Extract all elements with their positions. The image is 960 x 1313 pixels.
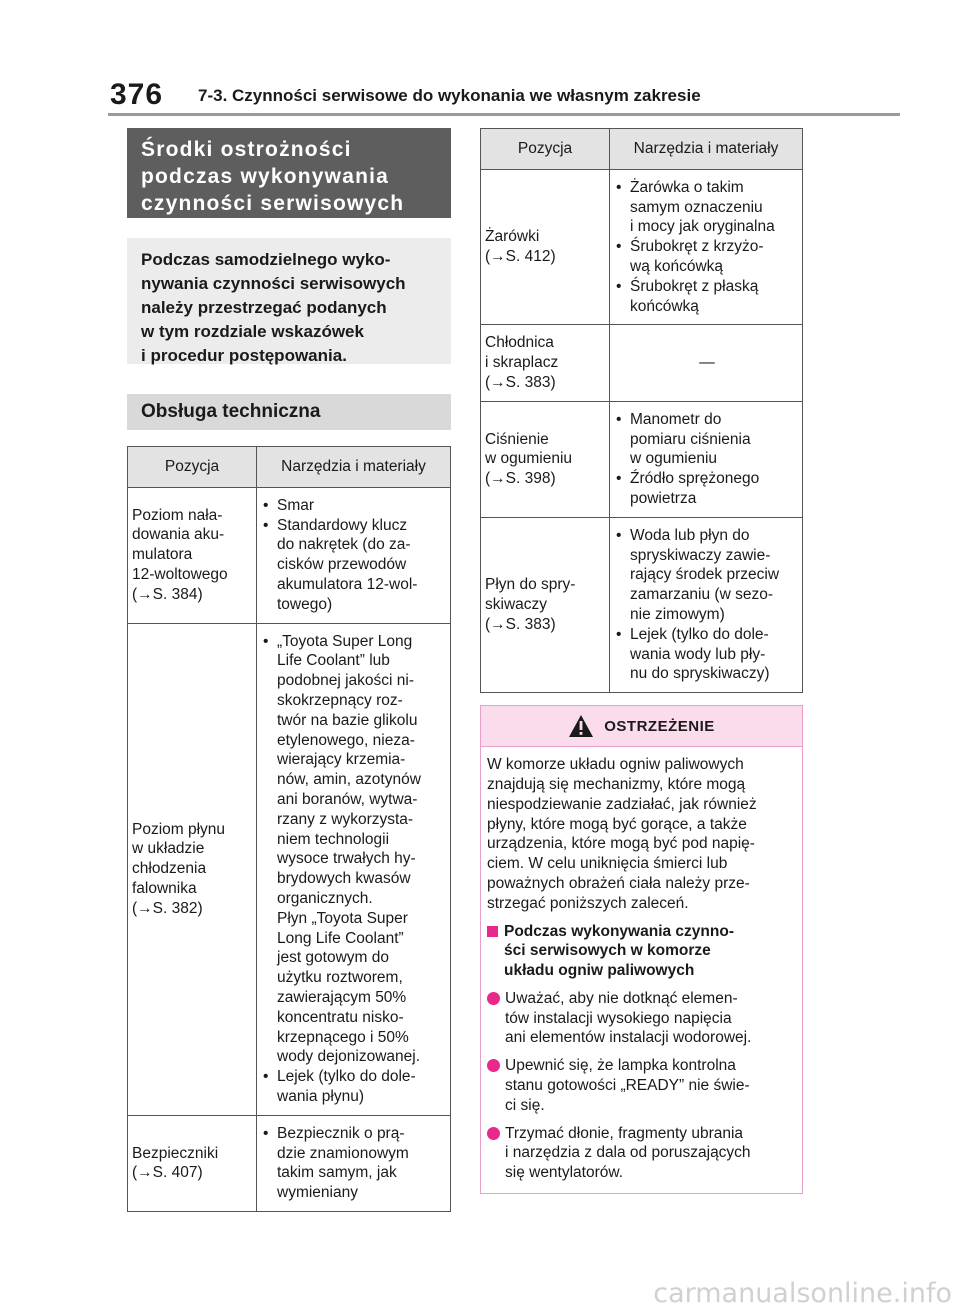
tools-cell-empty: — — [610, 325, 803, 401]
table-row — [481, 169, 803, 325]
position-cell — [128, 1115, 257, 1211]
page-number: 376 — [110, 78, 164, 111]
warning-subheading: Podczas wykonywania czynno- ści serwisowych w komorze układu ogniw paliwowych — [487, 922, 792, 981]
list-item: • Źródło sprężonego powietrza — [616, 470, 760, 507]
position-text: Poziom nała- dowania aku- mulatora 12-woltowego (→S. 384) — [132, 506, 228, 603]
list-item: • Woda lub płyn do spryskiwaczy zawie- rający środek przeciw zamarzaniu (w sezo- nie zimowym) — [616, 526, 780, 623]
warning-box — [480, 705, 803, 1194]
list-item: • Bezpiecznik o prą- dzie znamionowym takim samym, jak wymieniany — [263, 1124, 409, 1202]
tools-cell — [257, 487, 451, 623]
table-row — [128, 487, 451, 623]
position-text: Chłodnica i skraplacz (→S. 383) — [485, 334, 559, 391]
tools-cell — [610, 517, 803, 692]
list-item: • Lejek (tylko do dole- wania wody lub pły- nu do spryskiwaczy) — [616, 625, 770, 683]
list-item: • Żarówka o takim samym oznaczeniu i mocy jak oryginalna — [616, 178, 775, 236]
intro-text: Podczas samodzielnego wyko- nywania czynności serwisowych należy przestrzegać podanych w tym rozdziale wskazówek i procedur postępowania. — [141, 250, 406, 365]
list-item: • Lejek (tylko do dole- wania płynu) — [263, 1068, 416, 1105]
circle-bullet-icon — [487, 992, 500, 1005]
maintenance-heading: Obsługa techniczna — [127, 394, 451, 430]
warning-title: OSTRZEŻENIE — [604, 717, 715, 735]
list-item: Trzymać dłonie, fragmenty ubrania i narzędzia z dala od poruszających się wentylatorów. — [487, 1124, 792, 1183]
header-rule — [108, 113, 900, 116]
list-item: Upewnić się, że lampka kontrolna stanu gotowości „READY” nie świe- ci się. — [487, 1056, 792, 1115]
section-title — [127, 128, 451, 218]
col-header-position: Pozycja — [128, 447, 257, 488]
circle-bullet-icon — [487, 1059, 500, 1072]
position-cell — [128, 487, 257, 623]
page-header — [0, 0, 960, 120]
position-text: Żarówki (→S. 412) — [485, 228, 556, 266]
warning-body — [481, 747, 802, 1193]
table-header-row — [481, 129, 803, 170]
list-item: • Standardowy klucz do nakrętek (do za- cisków przewodów akumulatora 12-wol- towego) — [263, 516, 418, 613]
table-row — [128, 1115, 451, 1211]
tools-cell — [257, 623, 451, 1115]
maintenance-table-left — [127, 446, 451, 1212]
position-text: Poziom płynu w układzie chłodzenia falownika (→S. 382) — [132, 820, 226, 917]
circle-bullet-icon — [487, 1127, 500, 1140]
square-bullet-icon — [487, 926, 498, 937]
right-column — [480, 128, 803, 1194]
tools-cell — [610, 169, 803, 325]
intro-text-block — [127, 238, 451, 364]
chapter-title: 7-3. Czynności serwisowe do wykonania we własnym zakresie — [198, 86, 701, 105]
tools-cell — [257, 1115, 451, 1211]
position-cell — [128, 623, 257, 1115]
col-header-tools: Narzędzia i materiały — [610, 129, 803, 170]
watermark: carmanualsonline.info — [653, 1278, 952, 1309]
section-title-text: Środki ostrożności podczas wykonywania czynności serwisowych — [141, 138, 405, 215]
col-header-position: Pozycja — [481, 129, 610, 170]
table-header-row — [128, 447, 451, 488]
maintenance-table-right — [480, 128, 803, 693]
list-item: • Śrubokręt z płaską końcówką — [616, 277, 759, 315]
list-item: Uważać, aby nie dotknąć elemen- tów instalacji wysokiego napięcia ani elementów instalacji wodorowej. — [487, 989, 792, 1048]
list-item: • Smar — [263, 496, 315, 514]
position-cell — [481, 517, 610, 692]
position-text: Ciśnienie w ogumieniu (→S. 398) — [485, 430, 573, 488]
list-item: • Manometr do pomiaru ciśnienia w ogumieniu — [616, 410, 751, 468]
position-text: Bezpieczniki (→S. 407) — [132, 1144, 219, 1182]
tools-cell — [610, 401, 803, 517]
list-item: • Śrubokręt z krzyżo- wą końcówką — [616, 238, 764, 275]
warning-intro: W komorze układu ogniw paliwowych znajdują się mechanizmy, które mogą niespodziewanie zadziałać, jak również płyny, które mogą być gorące, a także urządzenia, które mogą być pod napię- ciem. W celu uniknięcia śmierci lub poważnych obrażeń ciała należy prze- strzegać poniższych zaleceń. — [487, 756, 757, 912]
col-header-tools: Narzędzia i materiały — [257, 447, 451, 488]
table-row — [481, 517, 803, 692]
table-row — [481, 401, 803, 517]
position-text: Płyn do spry- skiwaczy (→S. 383) — [485, 576, 576, 633]
left-column — [127, 128, 451, 1212]
table-row — [481, 325, 803, 401]
list-item: • „Toyota Super Long Life Coolant” lub podobnej jakości ni- skokrzepnący roz- twór na bazie glikolu etylenowego, nieza- wierający krzemia- nów, amin, azotynów ani boranów, wytwa- rzany z wykorzysta- niem technologii wysoce trwałych hy- brydowych kwasów organicznych. Płyn „Toyota Super Long Life Coolant” jest gotowym do użytku roztworem, zawierającym 50% koncentratu nisko- krzepnącego i 50% wody dejonizowanej. — [263, 632, 421, 1066]
table-row — [128, 623, 451, 1115]
position-cell — [481, 325, 610, 401]
position-cell — [481, 169, 610, 325]
position-cell — [481, 401, 610, 517]
warning-triangle-icon — [568, 714, 594, 738]
warning-header — [481, 706, 802, 747]
